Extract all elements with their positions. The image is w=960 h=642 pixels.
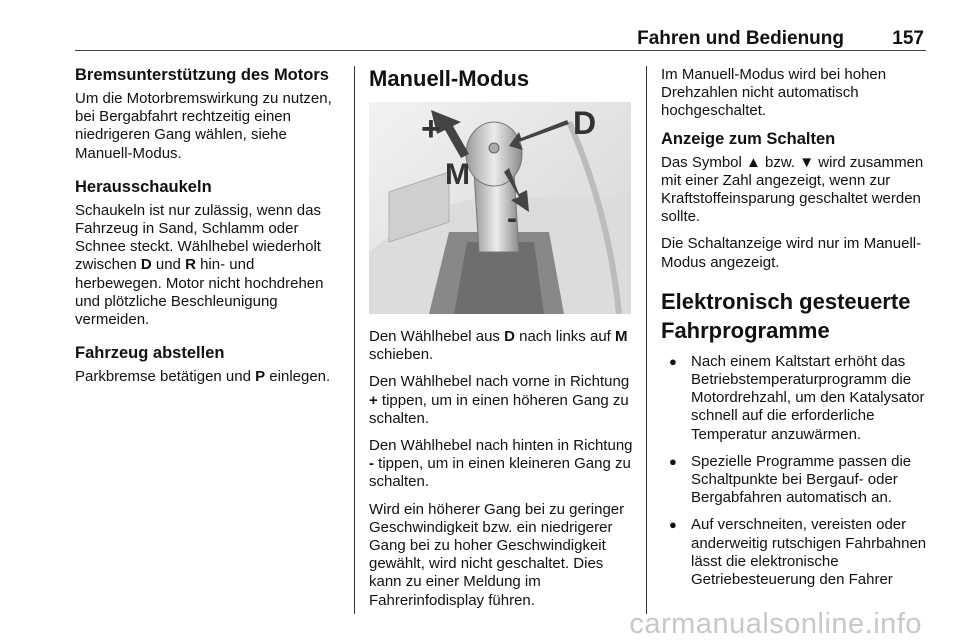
bullet-icon: ● [669,517,677,533]
label-m: M [445,158,470,191]
column-middle [369,66,633,619]
section-shift-indicator [661,130,928,272]
chapter-title: Fahren und Bedienung [637,28,844,49]
paragraph: Die Schaltanzeige wird nur im Manuell-Modus angezeigt. [661,235,922,271]
label-minus: - [507,202,517,235]
section-heading-driving-programs: Elektronisch gesteuerte Fahrprogramme [661,288,911,343]
column-divider [646,66,647,614]
list-item: ● Spezielle Programme passen die Schaltpunkte bei Bergauf- oder Bergabfahren automatisch an. [669,452,912,507]
section-heading-manual-mode: Manuell-Modus [369,66,530,91]
section-heading: Herausschaukeln [75,177,212,196]
page-header [75,24,926,51]
column-divider [354,66,355,614]
bullet-icon: ● [669,353,677,369]
paragraph: Parkbremse betätigen und P einlegen. [75,368,331,386]
section-engine-braking [75,66,341,163]
label-d: D [573,105,597,141]
paragraph: Den Wählhebel nach hinten in Richtung - tippen, um in einen kleineren Gang zu schalten. [369,437,633,491]
section-heading: Fahrzeug abstellen [75,344,225,363]
section-rocking [75,178,341,329]
section-heading: Anzeige zum Schalten [661,129,836,148]
paragraph: Im Manuell-Modus wird bei hohen Drehzahlen nicht automatisch hochgeschaltet. [661,66,887,120]
list-item: ● Nach einem Kaltstart erhöht das Betriebstemperaturprogramm die Motordrehzahl, um den Katalysator schnell auf die erforderliche Temperatur anzuwärmen. [669,352,925,443]
section-heading: Bremsunterstützung des Motors [75,66,329,84]
paragraph: Wird ein höherer Gang bei zu geringer Geschwindigkeit bzw. ein niedrigerer Gang bei zu hoher Geschwindigkeit gewählt, wird nicht geschaltet. Dies kann zu einer Meldung im Fahrerinfodisplay führen. [369,500,625,609]
paragraph: Den Wählhebel aus D nach links auf M schieben. [369,328,628,364]
bullet-list [661,353,928,589]
column-right [661,66,928,598]
column-left [75,66,341,401]
section-parking [75,344,341,386]
list-item: ● Auf verschneiten, vereisten oder anderweitig rutschigen Fahrbahnen lässt die elektronische Getriebesteuerung den Fahrer [669,516,927,589]
paragraph: Das Symbol ▲ bzw. ▼ wird zusammen mit einer Zahl angezeigt, wenn zur Kraftstoffeinsparung geschaltet werden sollte. [661,153,924,226]
paragraph: Um die Motorbremswirkung zu nutzen, bei Bergabfahrt rechtzeitig einen niedrigeren Gang wählen, siehe Manuell-Modus. [75,90,332,162]
label-plus: + [421,110,441,148]
page-number: 157 [892,28,924,49]
gear-lever-figure [369,102,631,314]
paragraph: Den Wählhebel nach vorne in Richtung + tippen, um in einen höheren Gang zu schalten. [369,373,630,427]
bullet-icon: ● [669,453,677,469]
paragraph: Schaukeln ist nur zulässig, wenn das Fahrzeug in Sand, Schlamm oder Schnee steckt. Wählhebel wiederholt zwischen D und R hin- und herbewegen. Motor nicht hochdrehen und plötzliche Beschleunigung vermeiden. [75,201,324,329]
watermark: carmanualsonline.info [629,608,922,640]
